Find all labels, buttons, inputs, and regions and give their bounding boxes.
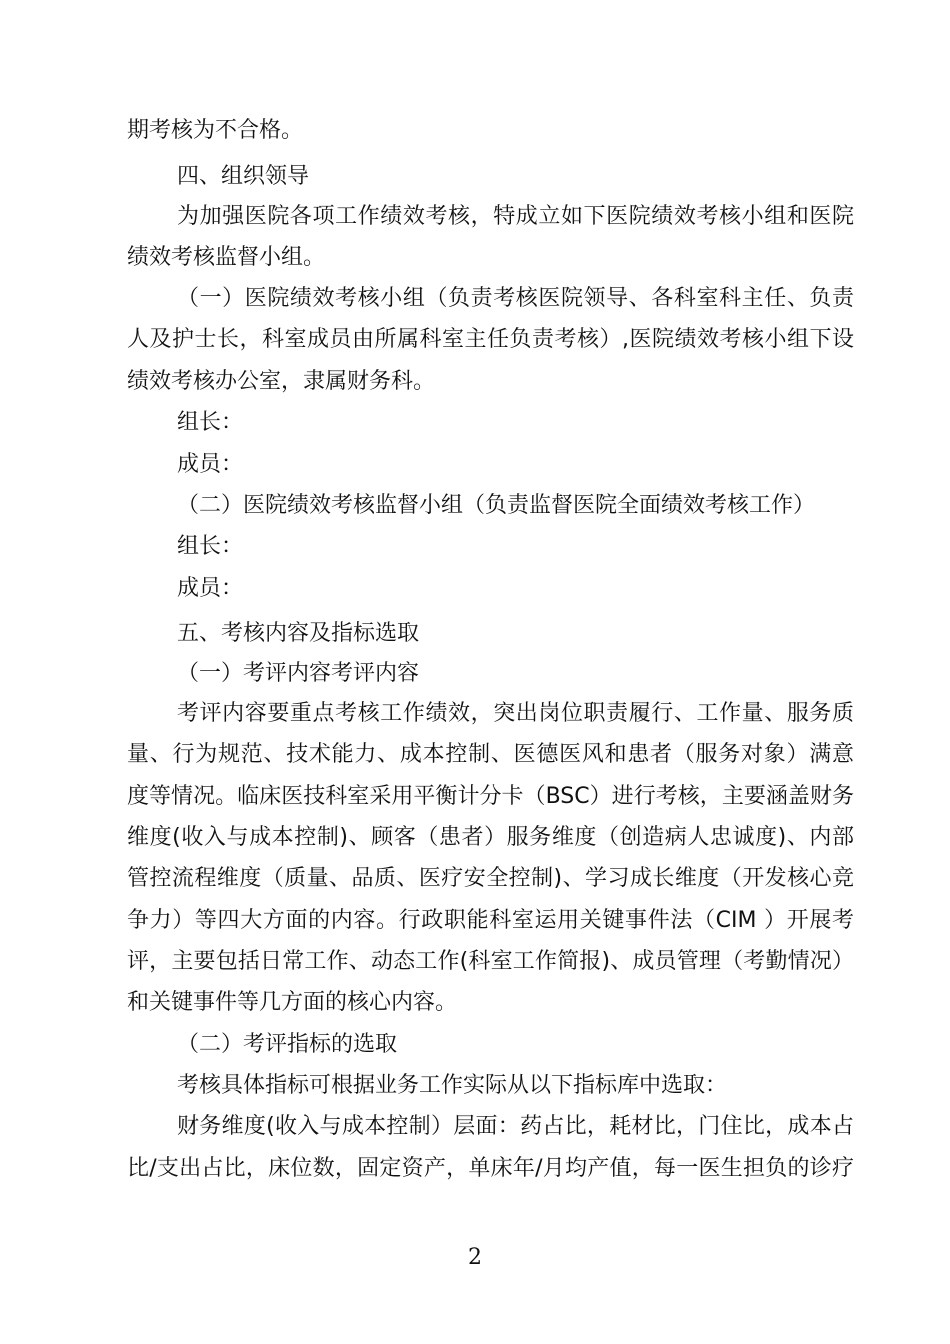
page-number: 2 — [468, 1245, 482, 1270]
body-text-line: 期考核为不合格。 — [127, 118, 304, 143]
body-text-line: 考核具体指标可根据业务工作实际从以下指标库中选取： — [177, 1073, 728, 1098]
body-text-line: 绩效考核办公室，隶属财务科。 — [127, 369, 436, 394]
body-text-line: 为加强医院各项工作绩效考核，特成立如下医院绩效考核小组和医院 — [177, 204, 854, 229]
body-text-line: 绩效考核监督小组。 — [127, 245, 326, 270]
body-text-line: 度等情况。临床医技科室采用平衡计分卡（BSC）进行考核，主要涵盖财务 — [127, 784, 854, 809]
section-heading: 五、考核内容及指标选取 — [177, 621, 420, 646]
body-text-line: 争力）等四大方面的内容。行政职能科室运用关键事件法（CIM ）开展考 — [127, 908, 854, 933]
group-leader-label: 组长： — [177, 534, 244, 559]
body-text-line: 考评内容要重点考核工作绩效，突出岗位职责履行、工作量、服务质 — [177, 701, 854, 726]
body-text-line: 和关键事件等几方面的核心内容。 — [127, 990, 458, 1015]
subsection-heading: （二）考评指标的选取 — [177, 1032, 398, 1057]
subsection-heading: （二）医院绩效考核监督小组（负责监督医院全面绩效考核工作） — [177, 493, 816, 518]
body-text-line: 评，主要包括日常工作、动态工作(科室工作简报)、成员管理（考勤情况） — [127, 949, 854, 974]
body-text-line: 量、行为规范、技术能力、成本控制、医德医风和患者（服务对象）满意 — [127, 742, 854, 767]
group-members-label: 成员： — [177, 452, 244, 477]
body-text-line: 维度(收入与成本控制)、顾客（患者）服务维度（创造病人忠诚度)、内部 — [127, 825, 854, 850]
body-text-line: 人及护士长，科室成员由所属科室主任负责考核）,医院绩效考核小组下设 — [127, 327, 854, 352]
body-text-line: 管控流程维度（质量、品质、医疗安全控制)、学习成长维度（开发核心竞 — [127, 866, 854, 891]
group-leader-label: 组长： — [177, 410, 244, 435]
body-text-line: （一）医院绩效考核小组（负责考核医院领导、各科室科主任、负责 — [177, 286, 854, 311]
section-heading: 四、组织领导 — [177, 164, 310, 189]
group-members-label: 成员： — [177, 576, 244, 601]
body-text-line: 比/支出占比，床位数，固定资产，单床年/月均产值，每一医生担负的诊疗 — [127, 1156, 854, 1181]
body-text-line: 财务维度(收入与成本控制）层面：药占比，耗材比，门住比，成本占 — [177, 1114, 854, 1139]
subsection-heading: （一）考评内容考评内容 — [177, 661, 420, 686]
